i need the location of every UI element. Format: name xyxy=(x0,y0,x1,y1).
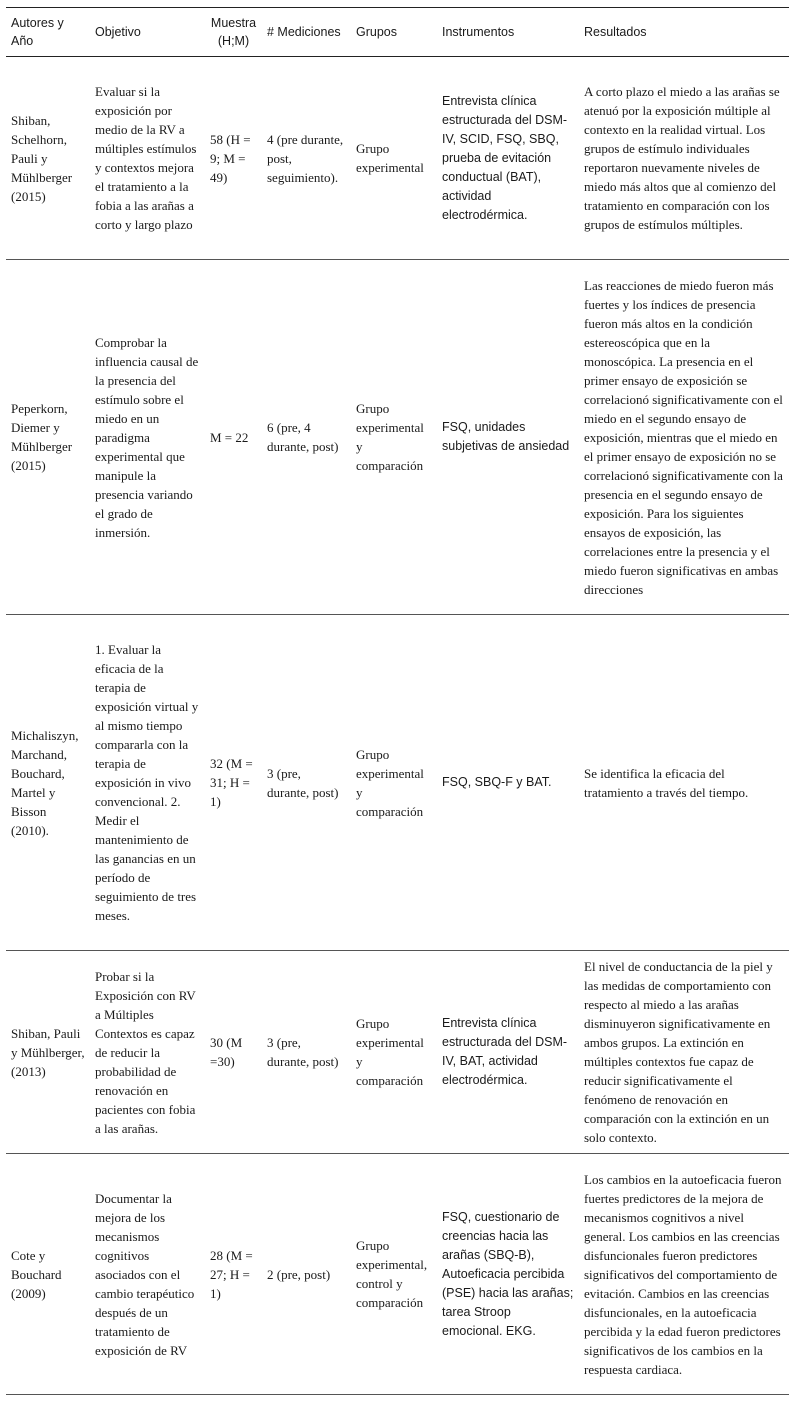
table-header xyxy=(6,8,789,57)
cell-resultados: Las reacciones de miedo fueron más fuertes y los índices de presencia fueron más altos en la condición estereoscópica que en la monoscópica. La presencia en el primer ensayo de exposición se correlacionó significativamente con el miedo en el segundo ensayo de exposición, mientras que el miedo en el primer ensayo de exposición no se correlacionó significativamente con la presencia en el segundo ensayo de exposición. Para los siguientes ensayos de exposición, las correlaciones entre la presencia y el miedo fueron significativas en ambas direcciones xyxy=(579,260,789,615)
header-mediciones: # Mediciones xyxy=(262,8,351,57)
cell-mediciones: 4 (pre durante, post, seguimiento). xyxy=(262,57,351,260)
cell-muestra: 58 (H = 9; M = 49) xyxy=(205,57,262,260)
table-row xyxy=(6,57,789,260)
cell-objetivo: Comprobar la influencia causal de la presencia del estímulo sobre el miedo en un paradigma experimental que manipule la presencia variando el grado de inmersión. xyxy=(90,260,205,615)
cell-mediciones: 6 (pre, 4 durante, post) xyxy=(262,260,351,615)
cell-autores: Shiban, Schelhorn, Pauli y Mühlberger (2015) xyxy=(6,57,90,260)
cell-instrumentos: FSQ, cuestionario de creencias hacia las arañas (SBQ-B), Autoeficacia percibida (PSE) hacia las arañas; tarea Stroop emocional. EKG. xyxy=(437,1154,579,1395)
cell-muestra: 32 (M = 31; H = 1) xyxy=(205,615,262,951)
table-row xyxy=(6,951,789,1154)
cell-instrumentos: FSQ, SBQ-F y BAT. xyxy=(437,615,579,951)
cell-resultados: A corto plazo el miedo a las arañas se atenuó por la exposición múltiple al contexto en la realidad virtual. Los grupos de estímulo individuales reportaron nuevamente niveles de miedo más altos que al comienzo del tratamiento en comparación con los grupos de estímulos múltiples. xyxy=(579,57,789,260)
table-row xyxy=(6,615,789,951)
cell-muestra: 30 (M =30) xyxy=(205,951,262,1154)
cell-autores: Peperkorn, Diemer y Mühlberger (2015) xyxy=(6,260,90,615)
header-resultados: Resultados xyxy=(579,8,789,57)
cell-objetivo: Documentar la mejora de los mecanismos cognitivos asociados con el cambio terapéutico después de un tratamiento de exposición de RV xyxy=(90,1154,205,1395)
table-body xyxy=(6,57,789,1395)
cell-mediciones: 2 (pre, post) xyxy=(262,1154,351,1395)
cell-resultados: Los cambios en la autoeficacia fueron fuertes predictores de la mejora de mecanismos cognitivos a nivel general. Los cambios en las creencias disfuncionales fueron predictores significativos del comportamiento de evitación. Cambios en las creencias disfuncionales, en la autoeficacia percibida y la edad fueron predictores significativos de los cambios en la respuesta cardiaca. xyxy=(579,1154,789,1395)
cell-muestra: 28 (M = 27; H = 1) xyxy=(205,1154,262,1395)
cell-grupos: Grupo experimental y comparación xyxy=(351,951,437,1154)
header-instrumentos: Instrumentos xyxy=(437,8,579,57)
cell-instrumentos: FSQ, unidades subjetivas de ansiedad xyxy=(437,260,579,615)
literature-review-table xyxy=(6,7,789,1395)
table-row xyxy=(6,1154,789,1395)
cell-muestra: M = 22 xyxy=(205,260,262,615)
cell-instrumentos: Entrevista clínica estructurada del DSM-IV, SCID, FSQ, SBQ, prueba de evitación conductual (BAT), actividad electrodérmica. xyxy=(437,57,579,260)
header-autores: Autores y Año xyxy=(6,8,90,57)
cell-objetivo: Evaluar si la exposición por medio de la RV a múltiples estímulos y contextos mejora el tratamiento a la fobia a las arañas a corto y largo plazo xyxy=(90,57,205,260)
cell-grupos: Grupo experimental, control y comparación xyxy=(351,1154,437,1395)
cell-resultados: Se identifica la eficacia del tratamiento a través del tiempo. xyxy=(579,615,789,951)
cell-mediciones: 3 (pre, durante, post) xyxy=(262,951,351,1154)
header-muestra: Muestra (H;M) xyxy=(205,8,262,57)
header-row xyxy=(6,8,789,57)
header-grupos: Grupos xyxy=(351,8,437,57)
header-objetivo: Objetivo xyxy=(90,8,205,57)
cell-resultados: El nivel de conductancia de la piel y las medidas de comportamiento con respecto al miedo a las arañas disminuyeron significativamente en ambos grupos. La extinción en múltiples contextos fue capaz de reducir significativamente el fenómeno de renovación en comparación con la extinción en un solo contexto. xyxy=(579,951,789,1154)
cell-objetivo: 1. Evaluar la eficacia de la terapia de exposición virtual y al mismo tiempo compararla con la terapia de exposición in vivo convencional. 2. Medir el mantenimiento de las ganancias en un período de seguimiento de tres meses. xyxy=(90,615,205,951)
cell-grupos: Grupo experimental y comparación xyxy=(351,260,437,615)
cell-autores: Michaliszyn, Marchand, Bouchard, Martel y Bisson (2010). xyxy=(6,615,90,951)
cell-instrumentos: Entrevista clínica estructurada del DSM-IV, BAT, actividad electrodérmica. xyxy=(437,951,579,1154)
cell-grupos: Grupo experimental y comparación xyxy=(351,615,437,951)
cell-autores: Shiban, Pauli y Mühlberger, (2013) xyxy=(6,951,90,1154)
cell-grupos: Grupo experimental xyxy=(351,57,437,260)
cell-objetivo: Probar si la Exposición con RV a Múltiples Contextos es capaz de reducir la probabilidad de renovación en pacientes con fobia a las arañas. xyxy=(90,951,205,1154)
cell-mediciones: 3 (pre, durante, post) xyxy=(262,615,351,951)
cell-autores: Cote y Bouchard (2009) xyxy=(6,1154,90,1395)
table-row xyxy=(6,260,789,615)
